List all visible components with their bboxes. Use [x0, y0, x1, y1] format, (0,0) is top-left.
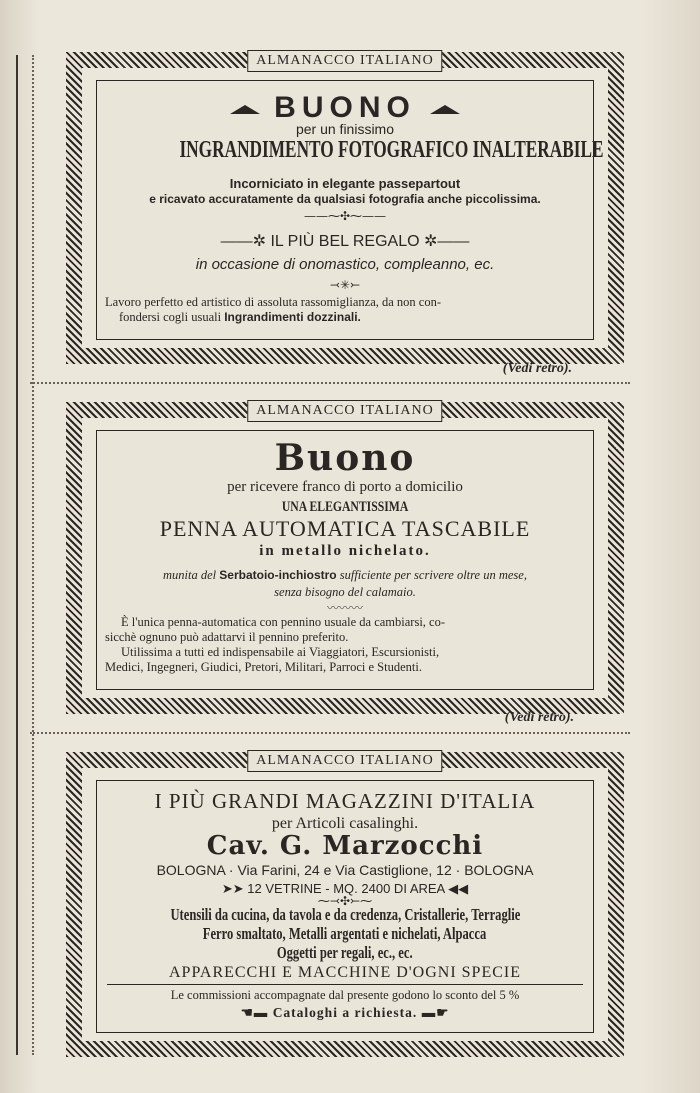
divider-ornament: ⤙✳⤚	[329, 278, 361, 292]
triangle-ornament-right	[430, 105, 460, 114]
decoration-icon: ✲——	[419, 233, 470, 250]
triangle-ornament-left	[230, 105, 260, 114]
coupon1-line2: e ricavato accuratamente da qualsiasi fotografia anche piccolissima.	[149, 192, 541, 206]
coupon3-name: Cav. G. Marzocchi	[206, 831, 484, 861]
coupon2-vedi-retro: (Vedi retro).	[504, 710, 574, 725]
coupon-penna	[66, 402, 624, 714]
coupon-panel	[96, 80, 604, 340]
coupon1-para-b-bold: Ingrandimenti dozzinali.	[224, 310, 361, 324]
pointing-hand-icon: ☚▬	[240, 1005, 273, 1020]
coupon2-it1a: munita del	[163, 568, 220, 582]
almanacco-header: ALMANACCO ITALIANO	[247, 750, 442, 772]
perforation-1	[30, 382, 630, 384]
divider-line	[107, 984, 583, 985]
coupon-panel	[96, 430, 594, 690]
coupon3-goods1: Utensili da cucina, da tavola e da credenza, Cristallerie, Terraglie	[170, 905, 520, 924]
coupon1-occasion: in occasione di onomastico, compleanno, ec.	[195, 256, 495, 273]
coupon2-line1: per ricevere franco di porto a domicilio	[227, 479, 463, 495]
perforation-2	[30, 732, 630, 734]
coupon-panel	[96, 780, 594, 1033]
coupon3-vetrine: 12 VETRINE - MQ. 2400 DI AREA	[247, 881, 445, 896]
coupon1-line1: Incorniciato in elegante passepartout	[229, 176, 461, 191]
decoration-icon: ——✲	[220, 233, 271, 250]
coupon2-p1: È l'unica penna-automatica con pennino usuale da cambiarsi, co-	[121, 615, 445, 629]
coupon3-goods3: Oggetti per regali, ec., ec.	[277, 943, 413, 962]
perforation-vertical	[32, 55, 34, 1055]
coupon3-cataloghi: Cataloghi a richiesta.	[272, 1005, 418, 1020]
arrow-left-icon: ◀◀	[444, 881, 469, 896]
coupon2-title: Buono	[274, 437, 416, 479]
pointing-hand-icon: ▬☛	[417, 1005, 450, 1020]
coupon2-it1b: Serbatoio-inchiostro	[219, 568, 337, 582]
coupon2-line2: UNA ELEGANTISSIMA	[281, 499, 409, 515]
coupon3-goods2: Ferro smaltato, Metalli argentati e nichelati, Alpacca	[203, 924, 487, 943]
coupon3-sconto: Le commissioni accompagnate dal presente godono lo sconto del 5 %	[170, 988, 520, 1002]
coupon1-headline: INGRANDIMENTO FOTOGRAFICO INALTERABILE	[179, 137, 604, 163]
divider-ornament: ⁓⤙✣⤚⁓	[317, 894, 373, 908]
almanacco-header: ALMANACCO ITALIANO	[247, 50, 442, 72]
coupon2-it1c: sufficiente per scrivere oltre un mese,	[336, 568, 527, 582]
coupon1-para-a: Lavoro perfetto ed artistico di assoluta rassomiglianza, da non con-	[105, 295, 442, 309]
divider-ornament: 〰〰〰	[326, 601, 363, 615]
coupon3-line1: per Articoli casalinghi.	[271, 815, 419, 832]
coupon1-para-b: fondersi cogli usuali	[119, 310, 225, 324]
arrow-right-icon: ➤➤	[221, 881, 248, 896]
binding-line	[16, 55, 18, 1055]
coupon2-p3: Utilissima a tutti ed indispensabile ai Viaggiatori, Escursionisti,	[121, 645, 440, 659]
coupon3-apparecchi: APPARECCHI E MACCHINE D'OGNI SPECIE	[169, 964, 521, 981]
coupon1-subtitle: per un finissimo	[295, 121, 395, 137]
coupon3-headline: I PIÙ GRANDI MAGAZZINI D'ITALIA	[154, 789, 536, 813]
divider-ornament: ——⁓✣⁓——	[303, 209, 387, 223]
coupon-marzocchi	[66, 752, 624, 1057]
coupon2-p2: sicchè ognuno può adattarvi il pennino preferito.	[105, 630, 349, 644]
coupon-ingrandimento	[66, 52, 624, 364]
coupon2-it2: senza bisogno del calamaio.	[274, 585, 416, 599]
coupon2-headline: PENNA AUTOMATICA TASCABILE	[159, 516, 531, 541]
coupon1-title: BUONO	[274, 91, 416, 124]
almanacco-header: ALMANACCO ITALIANO	[247, 400, 442, 422]
coupon3-address: BOLOGNA · Via Farini, 24 e Via Castiglione, 12 · BOLOGNA	[156, 862, 534, 878]
coupon2-p4: Medici, Ingegneri, Giudici, Pretori, Militari, Parroci e Studenti.	[105, 660, 422, 674]
coupon2-line3: in metallo nichelato.	[259, 543, 431, 559]
coupon1-vedi-retro: (Vedi retro).	[502, 361, 572, 376]
coupon1-gift: IL PIÙ BEL REGALO	[270, 233, 420, 250]
